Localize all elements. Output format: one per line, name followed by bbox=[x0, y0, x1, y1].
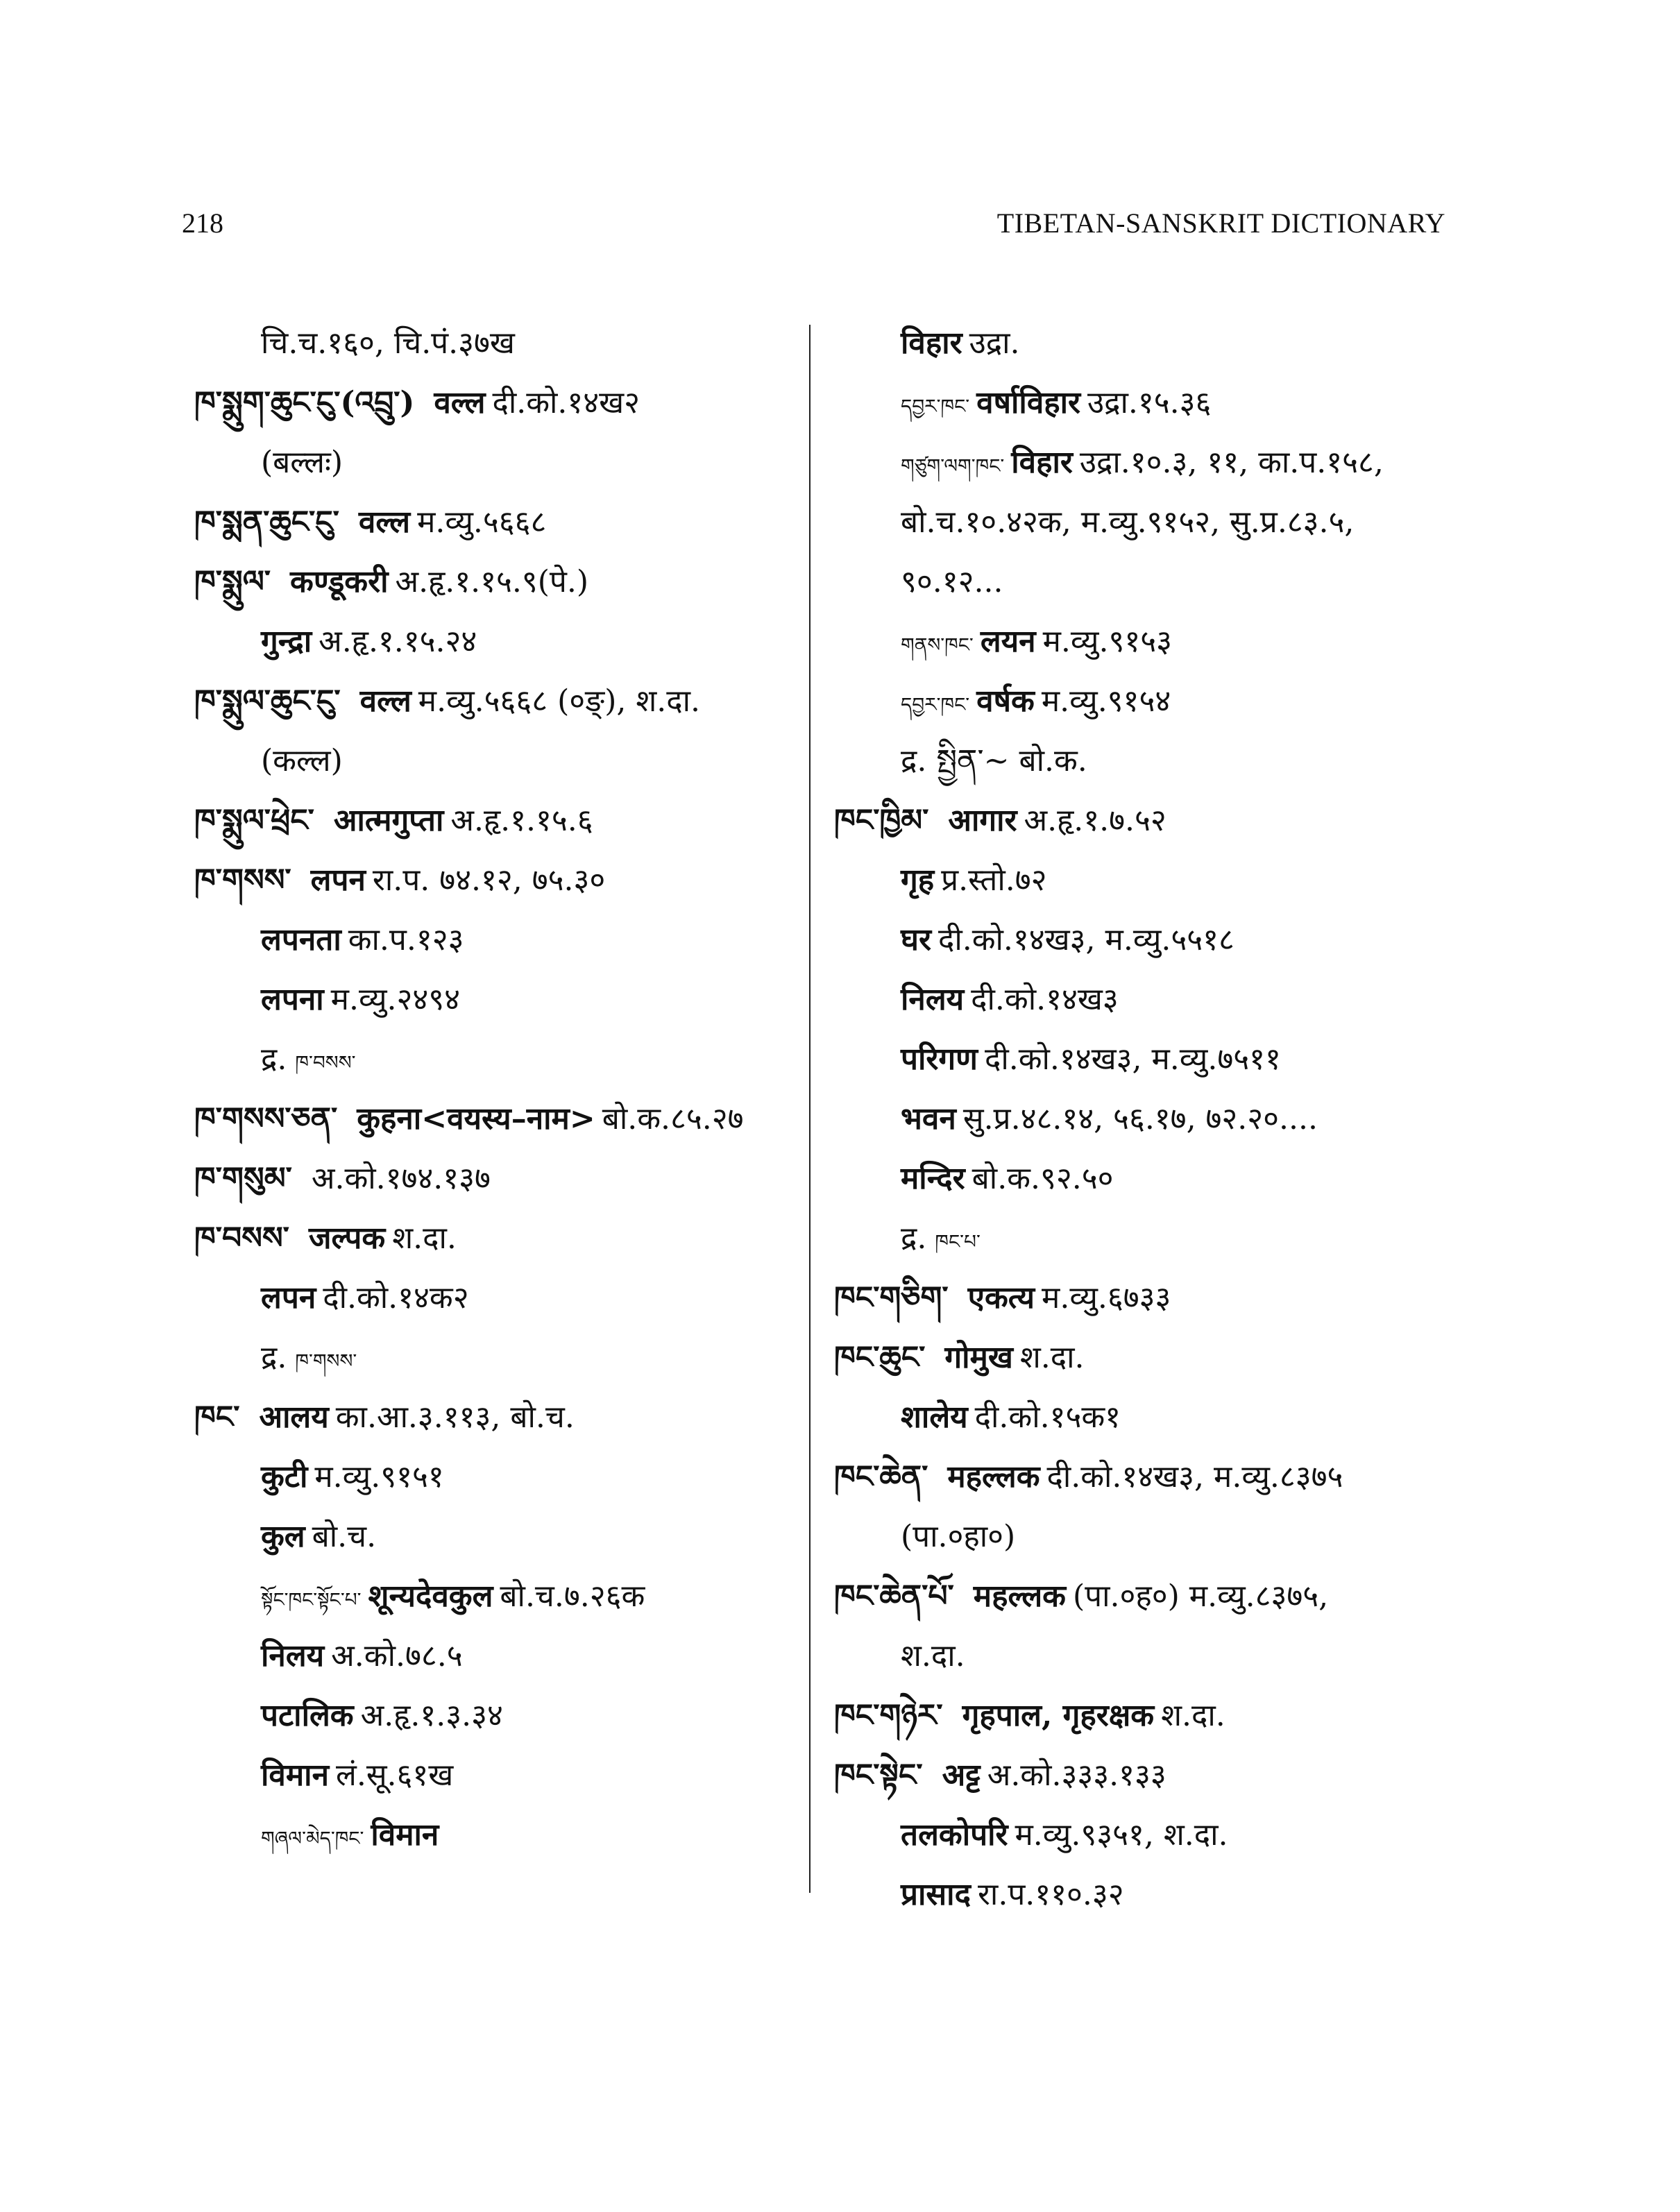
sanskrit-term: वल्ल bbox=[359, 683, 411, 719]
dictionary-line bbox=[834, 731, 1459, 791]
dictionary-line bbox=[194, 1328, 812, 1388]
source-reference: श.दा. bbox=[392, 1220, 457, 1256]
source-reference: रा.प. ७४.१२, ७५.३० bbox=[372, 862, 606, 898]
sanskrit-term: लपन bbox=[261, 1280, 316, 1316]
dictionary-line bbox=[834, 1507, 1459, 1567]
tibetan-headword: ཁ་སྨུལ་ཆུང་ངུ་ bbox=[194, 683, 341, 719]
sanskrit-term: कुल bbox=[261, 1519, 305, 1554]
dictionary-line bbox=[194, 373, 812, 433]
sanskrit-term: घर bbox=[901, 922, 931, 958]
tibetan-compound: དབྱར་ཁང་ bbox=[901, 395, 970, 418]
sanskrit-term: भवन bbox=[901, 1101, 956, 1137]
source-reference: अ.हृ.१.१५.२४ bbox=[319, 624, 477, 659]
column-divider bbox=[809, 325, 811, 1893]
source-reference: श.दा. bbox=[1019, 1340, 1085, 1375]
dictionary-line bbox=[834, 612, 1459, 672]
dictionary-line bbox=[194, 1268, 812, 1328]
dictionary-line bbox=[834, 552, 1459, 612]
sanskrit-term: मन्दिर bbox=[901, 1161, 965, 1196]
dictionary-line bbox=[834, 373, 1459, 433]
tibetan-compound: དབྱར་ཁང་ bbox=[901, 693, 970, 716]
dictionary-line bbox=[194, 731, 812, 791]
sanskrit-term: वर्षाविहार bbox=[976, 385, 1081, 420]
tibetan-headword: ཁ་གསས་ bbox=[194, 862, 291, 898]
source-reference: का.प.१२३ bbox=[348, 922, 464, 958]
sanskrit-term: गोमुख bbox=[944, 1340, 1013, 1375]
source-reference: म.व्यु.६७३३ bbox=[1042, 1280, 1171, 1316]
sanskrit-term: आलय bbox=[259, 1399, 329, 1435]
dictionary-line bbox=[834, 1268, 1459, 1328]
sanskrit-term: कुहना<वयस्य–नाम> bbox=[357, 1101, 595, 1137]
source-reference: ९०.१२... bbox=[901, 564, 1003, 599]
sanskrit-term: लयन bbox=[980, 624, 1036, 659]
sanskrit-term: विहार bbox=[1011, 445, 1073, 480]
dictionary-line bbox=[834, 1388, 1459, 1447]
source-reference: दी.को.१४क२ bbox=[323, 1280, 469, 1316]
sanskrit-term: एकत्य bbox=[967, 1280, 1035, 1316]
tibetan-headword: ཁ་གསུམ་ bbox=[194, 1161, 292, 1196]
source-reference: सु.प्र.४८.१४, ५६.१७, ७२.२०.... bbox=[962, 1101, 1318, 1137]
sanskrit-term: निलय bbox=[901, 982, 965, 1017]
cross-reference-label: द्र. bbox=[901, 1220, 927, 1256]
source-reference: द्र. སྤྱིན་~ बो.क. bbox=[901, 743, 1087, 779]
dictionary-line bbox=[834, 1865, 1459, 1925]
tibetan-headword: ཁ་སྨུག་ཆུང་ངུ་(འབྲུ་) bbox=[194, 385, 415, 420]
sanskrit-term: कुटी bbox=[261, 1459, 308, 1495]
sanskrit-term: विहार bbox=[901, 325, 962, 361]
dictionary-line bbox=[194, 1507, 812, 1567]
sanskrit-term: गृहपाल, गृहरक्षक bbox=[962, 1698, 1155, 1733]
source-reference: म.व्यु.२४९४ bbox=[330, 982, 461, 1017]
sanskrit-term: लपना bbox=[261, 982, 324, 1017]
source-reference: दी.को.१४ख३, म.व्यु.५५१८ bbox=[938, 922, 1234, 958]
page-number: 218 bbox=[182, 207, 223, 239]
dictionary-line bbox=[194, 1209, 812, 1268]
dictionary-line bbox=[834, 1447, 1459, 1507]
tibetan-headword: ཁ་གསས་ཅན་ bbox=[194, 1101, 338, 1137]
dictionary-line bbox=[834, 433, 1459, 493]
source-reference: उद्रा.१५.३६ bbox=[1087, 385, 1212, 420]
tibetan-headword: ཁང་ཆུང་ bbox=[834, 1340, 926, 1375]
dictionary-line bbox=[194, 1746, 812, 1805]
source-reference: अ.हृ.१.१५.६ bbox=[450, 803, 593, 838]
sanskrit-term: जल्पक bbox=[308, 1220, 386, 1256]
sanskrit-term: परिगण bbox=[901, 1041, 978, 1077]
dictionary-line bbox=[194, 910, 812, 970]
dictionary-line bbox=[194, 1447, 812, 1507]
dictionary-line bbox=[194, 552, 812, 612]
source-reference: दी.को.१४ख३ bbox=[971, 982, 1119, 1017]
tibetan-headword: ཁང་སྟེང་ bbox=[834, 1758, 923, 1793]
source-reference: उद्रा.१०.३, ११, का.प.१५८, bbox=[1079, 445, 1384, 480]
source-reference: अ.हृ.१.७.५२ bbox=[1024, 803, 1166, 838]
dictionary-line bbox=[834, 791, 1459, 851]
sanskrit-term: गृह bbox=[901, 862, 935, 898]
dictionary-line bbox=[194, 1030, 812, 1089]
sanskrit-term: विमान bbox=[261, 1758, 329, 1793]
source-reference: (पा.०हा०) bbox=[901, 1519, 1016, 1554]
tibetan-headword: ཁང་ bbox=[194, 1399, 240, 1435]
source-reference: अ.हृ.१.१५.९(पे.) bbox=[395, 564, 589, 599]
sanskrit-term: पटालिक bbox=[261, 1698, 354, 1733]
tibetan-headword: ཁང་ཆེན་པོ་ bbox=[834, 1579, 954, 1614]
dictionary-line bbox=[194, 1805, 812, 1865]
source-reference: बो.च. bbox=[312, 1519, 377, 1554]
cross-reference-target: ཁང་པ་ bbox=[935, 1230, 981, 1253]
dictionary-line bbox=[834, 1030, 1459, 1089]
sanskrit-term: महल्लक bbox=[947, 1459, 1040, 1495]
source-reference: प्र.स्तो.७२ bbox=[941, 862, 1047, 898]
source-reference: श.दा. bbox=[901, 1638, 965, 1674]
dictionary-line bbox=[194, 970, 812, 1030]
source-reference: बो.च.७.२६क bbox=[500, 1579, 645, 1614]
source-reference: लं.सू.६१ख bbox=[336, 1758, 454, 1793]
tibetan-compound: སྟོང་ཁང་སྟོང་པ་ bbox=[261, 1588, 362, 1611]
cross-reference-label: द्र. bbox=[261, 1041, 287, 1077]
source-reference: म.व्यु.५६६८ (०ङ्), श.दा. bbox=[418, 683, 701, 719]
sanskrit-term: लपनता bbox=[261, 922, 341, 958]
tibetan-headword: ཁང་གཅིག་ bbox=[834, 1280, 949, 1316]
tibetan-headword: ཁ་སྨན་ཆུང་ངུ་ bbox=[194, 504, 339, 540]
dictionary-line bbox=[834, 970, 1459, 1030]
sanskrit-term: अट्ट bbox=[942, 1758, 981, 1793]
cross-reference-target: ཁ་གསས་ bbox=[295, 1350, 357, 1372]
tibetan-headword: ཁ་སྨུལ་ bbox=[194, 564, 271, 599]
dictionary-line bbox=[834, 672, 1459, 731]
dictionary-line bbox=[834, 1626, 1459, 1686]
cross-reference-target: ཁ་བསས་ bbox=[295, 1051, 356, 1074]
tibetan-headword: ཁང་ཁྱིམ་ bbox=[834, 803, 929, 838]
source-reference: बो.च.१०.४२क, म.व्यु.९१५२, सु.प्र.८३.५, bbox=[901, 504, 1355, 540]
dictionary-line bbox=[194, 1149, 812, 1209]
source-reference: दी.को.१४ख३, म.व्यु.८३७५ bbox=[1046, 1459, 1343, 1495]
sanskrit-term: तलकोपरि bbox=[901, 1817, 1008, 1853]
dictionary-line bbox=[834, 1328, 1459, 1388]
dictionary-line bbox=[834, 1149, 1459, 1209]
dictionary-line bbox=[194, 851, 812, 910]
tibetan-headword: ཁང་གཉེར་ bbox=[834, 1698, 943, 1733]
source-reference: का.आ.३.११३, बो.च. bbox=[335, 1399, 575, 1435]
source-reference: चि.च.१६०, चि.पं.३७ख bbox=[261, 325, 515, 361]
source-reference: (कल्ल) bbox=[261, 743, 343, 779]
source-reference: अ.को.३३३.१३३ bbox=[987, 1758, 1166, 1793]
sanskrit-term: विमान bbox=[371, 1817, 439, 1853]
dictionary-line bbox=[194, 1388, 812, 1447]
sanskrit-term: शालेय bbox=[901, 1399, 968, 1435]
running-title: TIBETAN-SANSKRIT DICTIONARY bbox=[996, 207, 1445, 239]
sanskrit-term: वर्षक bbox=[976, 683, 1035, 719]
source-reference: दी.को.१४ख३, म.व्यु.७५११ bbox=[984, 1041, 1281, 1077]
sanskrit-term: वल्ल bbox=[358, 504, 411, 540]
sanskrit-term: लपन bbox=[310, 862, 366, 898]
source-reference: अ.को.७८.५ bbox=[331, 1638, 463, 1674]
source-reference: दी.को.१५क१ bbox=[974, 1399, 1121, 1435]
dictionary-line bbox=[834, 1805, 1459, 1865]
dictionary-line bbox=[834, 1209, 1459, 1268]
source-reference: अ.को.१७४.१३७ bbox=[311, 1161, 491, 1196]
sanskrit-term: महल्लक bbox=[973, 1579, 1066, 1614]
dictionary-line bbox=[834, 851, 1459, 910]
sanskrit-term: शून्यदेवकुल bbox=[368, 1579, 493, 1614]
source-reference: म.व्यु.५६६८ bbox=[417, 504, 547, 540]
dictionary-line bbox=[194, 1686, 812, 1746]
source-reference: (पा.०ह०) म.व्यु.८३७५, bbox=[1072, 1579, 1329, 1614]
source-reference: म.व्यु.९१५१ bbox=[314, 1459, 444, 1495]
tibetan-headword: ཁ་བསས་ bbox=[194, 1220, 289, 1256]
sanskrit-term: आत्मगुप्ता bbox=[333, 803, 444, 838]
dictionary-line bbox=[834, 1567, 1459, 1626]
tibetan-compound: གཙུག་ལག་ཁང་ bbox=[901, 454, 1005, 477]
cross-reference-label: द्र. bbox=[261, 1340, 287, 1375]
source-reference: बो.क.९२.५० bbox=[971, 1161, 1114, 1196]
dictionary-line bbox=[194, 314, 812, 373]
dictionary-line bbox=[834, 910, 1459, 970]
dictionary-line bbox=[194, 672, 812, 731]
dictionary-line bbox=[834, 314, 1459, 373]
dictionary-line bbox=[194, 612, 812, 672]
tibetan-compound: གཞལ་མེད་ཁང་ bbox=[261, 1827, 364, 1850]
tibetan-headword: ཁ་སྨུལ་ཕྲེང་ bbox=[194, 803, 314, 838]
right-column bbox=[834, 314, 1459, 1925]
source-reference: रा.प.११०.३२ bbox=[977, 1877, 1124, 1912]
source-reference: दी.को.१४ख२ bbox=[492, 385, 640, 420]
tibetan-compound: གནས་ཁང་ bbox=[901, 633, 974, 656]
dictionary-line bbox=[834, 1089, 1459, 1149]
source-reference: उद्रा. bbox=[969, 325, 1020, 361]
dictionary-line bbox=[194, 1089, 812, 1149]
source-reference: श.दा. bbox=[1161, 1698, 1225, 1733]
left-column bbox=[194, 314, 812, 1865]
sanskrit-term: गुन्द्रा bbox=[261, 624, 312, 659]
sanskrit-term: निलय bbox=[261, 1638, 325, 1674]
source-reference: अ.हृ.१.३.३४ bbox=[360, 1698, 503, 1733]
dictionary-line bbox=[834, 1746, 1459, 1805]
sanskrit-term: वल्ल bbox=[434, 385, 486, 420]
dictionary-line bbox=[834, 493, 1459, 552]
sanskrit-term: आगार bbox=[948, 803, 1017, 838]
dictionary-line bbox=[194, 791, 812, 851]
dictionary-line bbox=[834, 1686, 1459, 1746]
source-reference: (बल्लः) bbox=[261, 445, 343, 480]
sanskrit-term: कण्डूकरी bbox=[290, 564, 389, 599]
dictionary-line bbox=[194, 1567, 812, 1626]
sanskrit-term: प्रासाद bbox=[901, 1877, 971, 1912]
tibetan-headword: ཁང་ཆེན་ bbox=[834, 1459, 928, 1495]
source-reference: म.व्यु.९३५१, श.दा. bbox=[1015, 1817, 1228, 1853]
dictionary-line bbox=[194, 433, 812, 493]
source-reference: बो.क.८५.२७ bbox=[602, 1101, 744, 1137]
source-reference: म.व्यु.९१५४ bbox=[1041, 683, 1171, 719]
source-reference: म.व्यु.९१५३ bbox=[1042, 624, 1172, 659]
dictionary-line bbox=[194, 1626, 812, 1686]
dictionary-line bbox=[194, 493, 812, 552]
